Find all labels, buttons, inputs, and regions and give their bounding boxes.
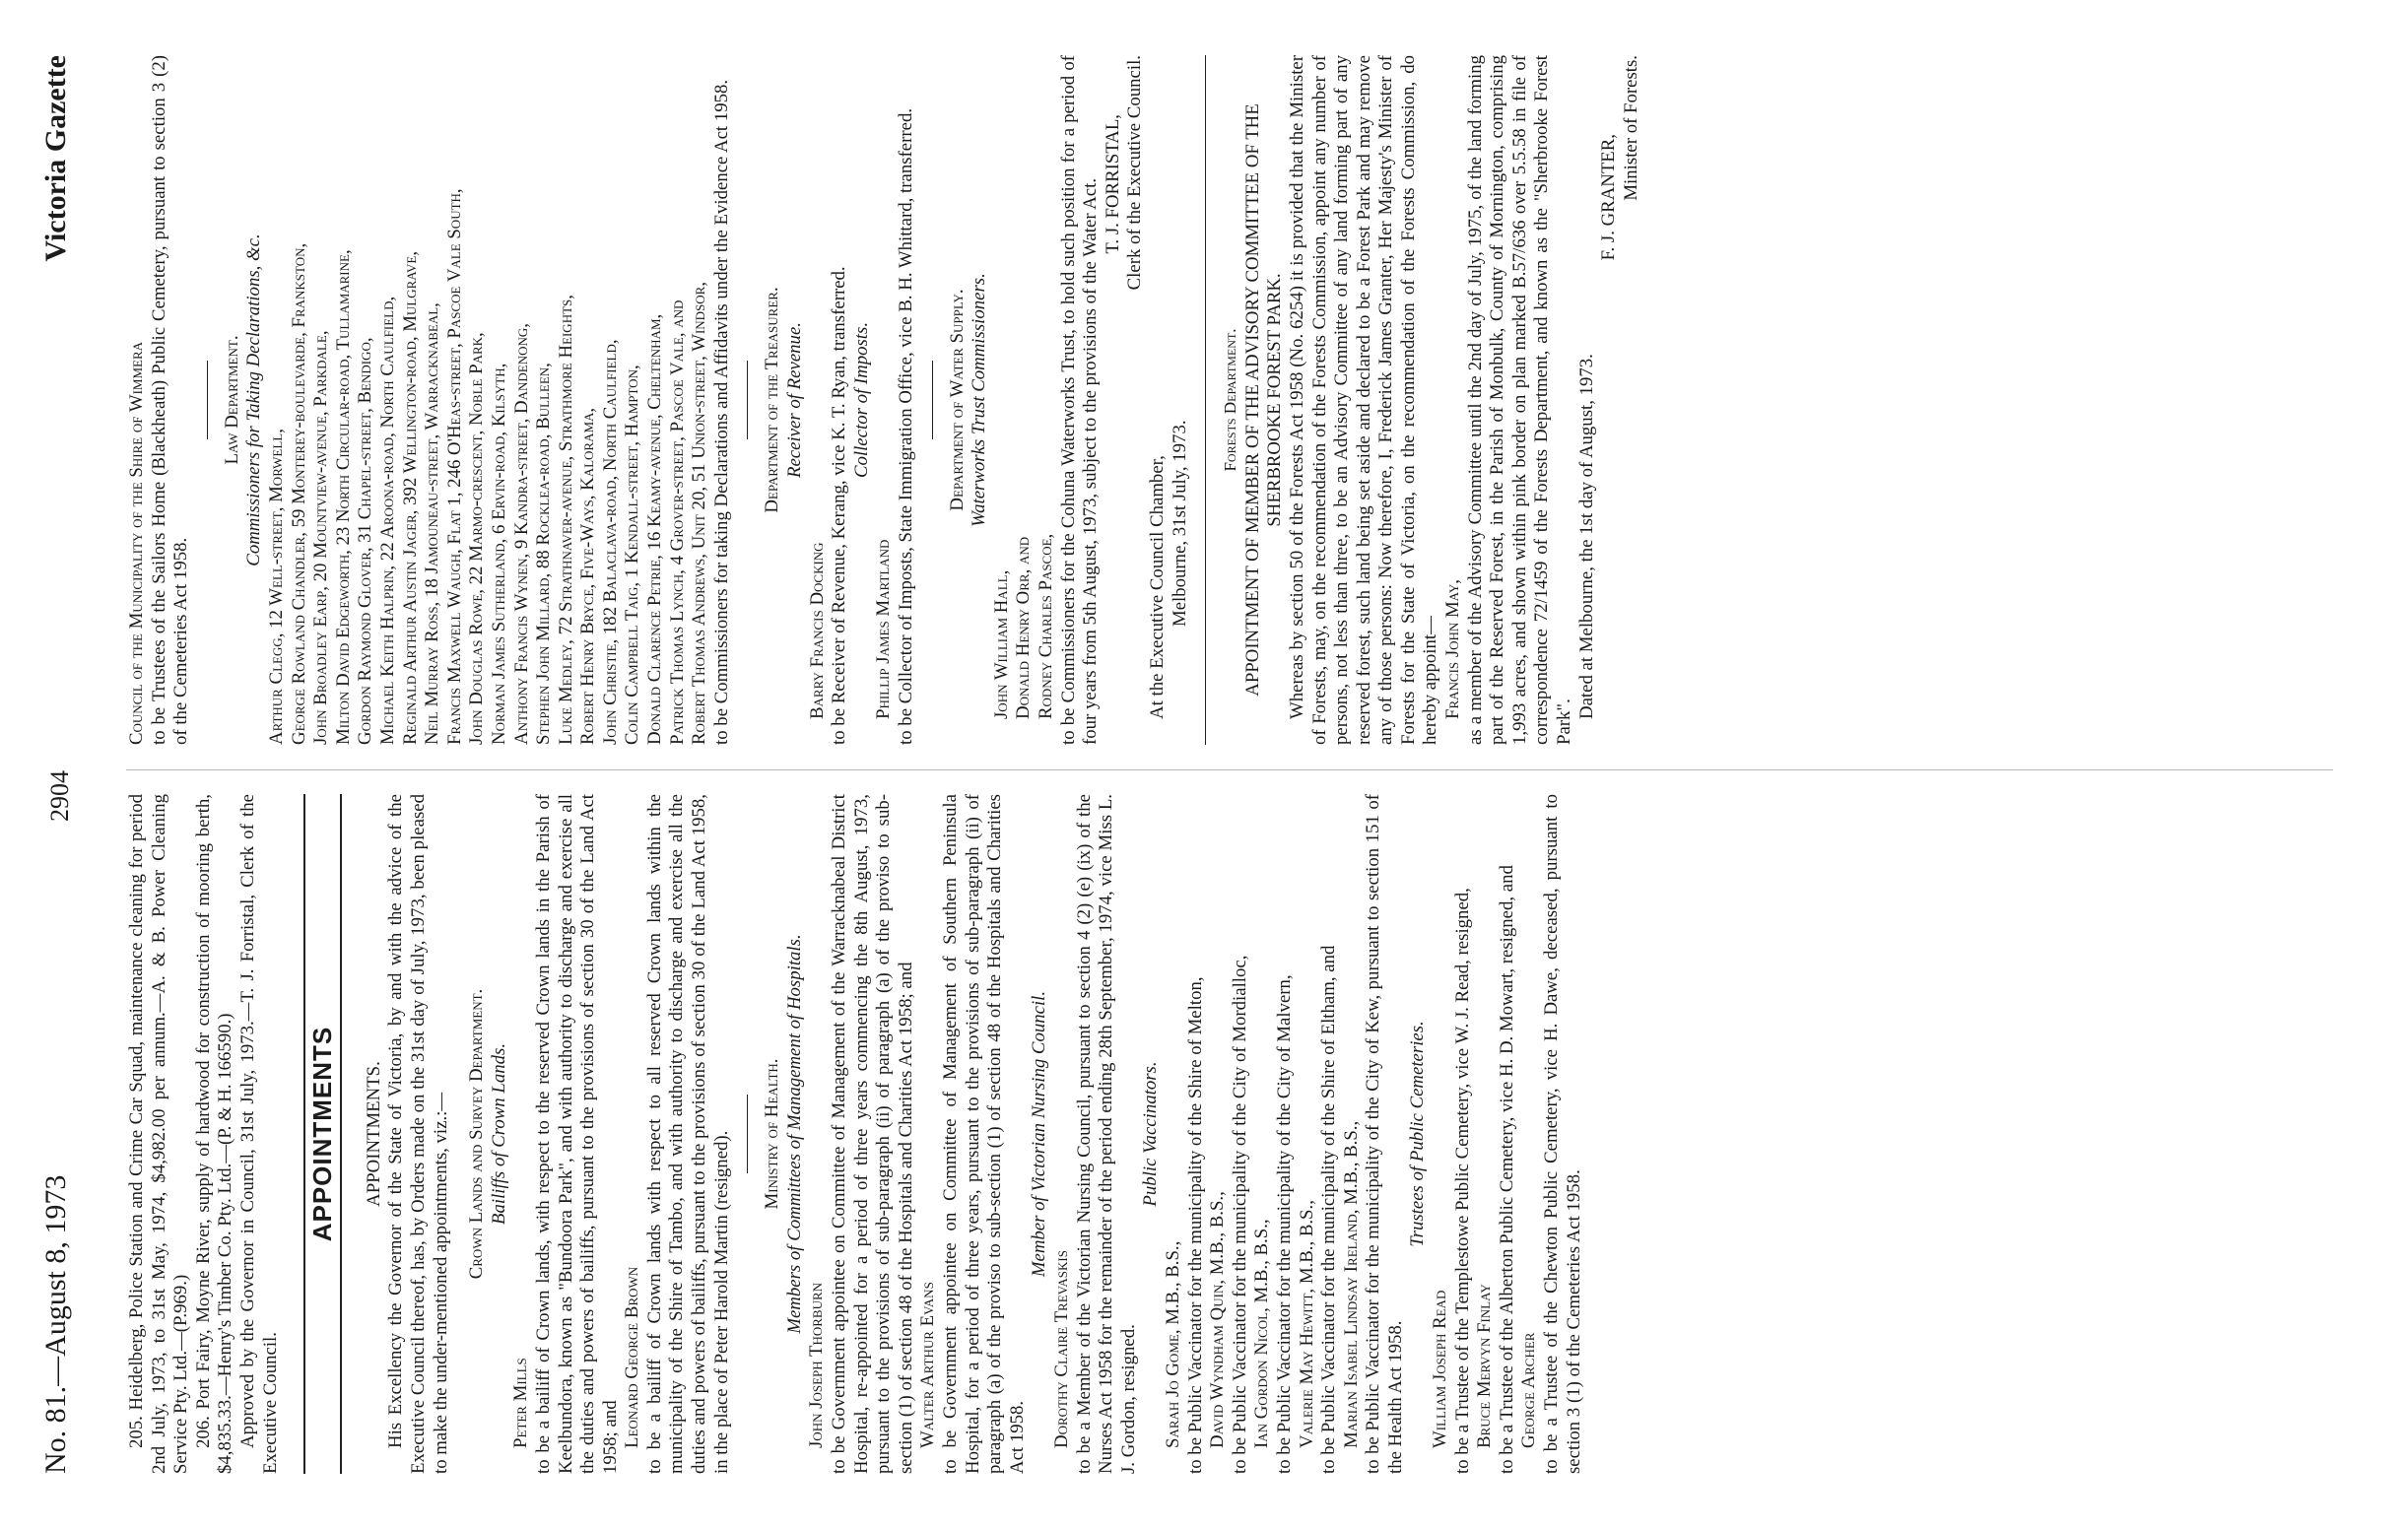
vaccinators-heading: Public Vaccinators. — [1140, 1061, 1162, 1207]
appointment-text: to be Government appointee on Committee of Management of the Warracknabeal District Hospital, re-appointed for a period of three years commencing the 8th August, 1973, pursuant to the provisions of sub-paragraph (ii) of paragraph (a) of the proviso to sub-section (1) of section 48 of the Hospitals and Charities Act 1958; and — [829, 794, 916, 1474]
list-item: Donald Clarence Petrie, 16 Keamy-avenue, Cheltenham, — [644, 313, 666, 745]
appointment-text: to be a bailiff of Crown lands with respect to all reserved Crown lands within the municipality of the Shire of Tambo, and with authority to discharge and exercise all the duties and powers of bailiffs, pursuant to the provisions of section 30 of the Land Act 1958, in the place of Peter Harold Martin (resigned). — [643, 794, 732, 1474]
appointment-text: to be Receiver of Revenue, Kerang, vice K. T. Ryan, transferred. — [829, 266, 850, 745]
appointment-text: to be a Trustee of the Templestowe Public Cemetery, vice W. J. Read, resigned, — [1451, 888, 1473, 1474]
appointee-name: George Archer — [1518, 1332, 1540, 1448]
appointee-name: Dorothy Claire Trevaskis — [1050, 1250, 1072, 1448]
appointment-text: to be a Trustee of the Chewton Public Cemetery, vice H. Dawe, deceased, pursuant to section 3 (1) of the Cemeteries Act 1958. — [1541, 794, 1584, 1474]
ministry-health-heading: Ministry of Health. — [762, 1058, 783, 1210]
section-divider — [747, 361, 748, 439]
section-divider — [932, 361, 933, 439]
appointments-banner — [303, 794, 342, 1474]
signatory-name: F. J. GRANTER, — [1598, 134, 1620, 261]
section-divider — [207, 361, 208, 439]
list-item: John William Hall, — [990, 569, 1012, 719]
appointment-text: to be a bailiff of Crown lands, with respect to the reserved Crown lands in the Parish of Keelbundora, known as "Bundoora Park", and with authority to discharge and exercise all the duties and powers of bailiffs, pursuant to the provisions of section 30 of the Land Act 1958; and — [532, 794, 621, 1474]
list-item: Gordon Raymond Glover, 31 Chapel-street, Bendigo, — [355, 337, 376, 745]
list-item: Arthur Clegg, 12 Well-street, Morwell, — [265, 429, 287, 745]
appointee-name: Francis John May, — [1442, 579, 1464, 719]
appointment-text: to be Trustees of the Sailors Home (Blackheath) Public Cemetery, pursuant to section 3 (2) of the Cemeteries Act 1958. — [148, 55, 192, 745]
appointee-name: Leonard George Brown — [622, 1266, 643, 1448]
appointment-text: to be a Trustee of the Alberton Public Cemetery, vice H. D. Mowart, resigned, and — [1496, 865, 1517, 1474]
wimmera-council: Council of the Municipality of the Shire of Wimmera — [126, 341, 147, 745]
list-item: Michael Keith Halprin, 22 Aroona-road, North Caulfield, — [376, 296, 398, 745]
approval-notice: Approved by the Governor in Council, 31st July, 1973.—T. J. Forristal, Clerk of the Executive Council. — [236, 794, 281, 1474]
list-item: John Christie, 182 Balaclava-road, North Caulfield, — [599, 339, 621, 745]
appointment-text: to be Public Vaccinator for the municipality of the City of Kew, pursuant to section 151 of the Health Act 1958. — [1363, 794, 1406, 1474]
appointee-name: Ian Gordon Nicol, M.B., B.S., — [1251, 1219, 1273, 1448]
appointee-name: Barry Francis Docking — [806, 542, 828, 719]
waterworks-heading: Waterworks Trust Commissioners. — [969, 273, 990, 527]
appointee-name: William Joseph Read — [1430, 1290, 1451, 1448]
list-item: Neil Murray Ross, 18 Jamouneau-street, Warracknabeal, — [422, 302, 443, 745]
appointment-text: to be Public Vaccinator for the municipality of the Shire of Melton, — [1184, 976, 1206, 1474]
nursing-council-heading: Member of Victorian Nursing Council. — [1029, 990, 1050, 1278]
appointee-name: Valerie May Hewitt, M.B., B.S., — [1296, 1200, 1317, 1448]
appointment-text: as a member of the Advisory Committee until the 2nd day of July, 1975, of the land forming part of the Reserved Forest, in the Parish of Monbulk, County of Mornington, comprising 1,993 acres, and shown within pink border on plan marked B.57/636 over 5.5.58 in file of correspondence 72/1459 of the Forests Department, and known as the "Sherbrooke Forest Park". — [1464, 55, 1575, 745]
appointment-text: to be Public Vaccinator for the municipality of the City of Mordialloc, — [1229, 955, 1250, 1474]
column-separator — [126, 769, 2333, 770]
appointment-text: to be Collector of Imposts, State Immigration Office, vice B. H. Whittard, transferred. — [896, 107, 916, 745]
contract-item-205: 205. Heidelberg, Police Station and Crime Car Squad, maintenance cleaning for period 2nd July, 1973, to 31st May, 1974, $4,982.00 per annum.—A. & B. Power Cleaning Service Pty. Ltd.—(P.969.) — [126, 794, 192, 1474]
page-number: 2904 — [45, 770, 74, 822]
appointment-text: to be Government appointee on Committee of Management of Southern Peninsula Hospital, for a period of three years, pursuant to the provisions of sub-paragraph (ii) of paragraph (a) of the proviso to sub-section (1) of section 48 of the Hospitals and Charities Act 1958. — [940, 794, 1028, 1474]
dated-line: Dated at Melbourne, the 1st day of August, 1973. — [1575, 354, 1597, 719]
list-item: John Douglas Rowe, 22 Marmo-crescent, Noble Park, — [466, 332, 488, 745]
signatory-name: T. J. FORRISTAL, — [1102, 114, 1123, 254]
appointment-text: to be Public Vaccinator for the municipality of the City of Malvern, — [1273, 974, 1295, 1474]
law-department-heading: Law Department. — [221, 335, 242, 465]
appointee-name: John Joseph Thorburn — [806, 1282, 828, 1448]
appointee-name: Peter Mills — [510, 1358, 532, 1448]
receiver-heading: Receiver of Revenue. — [784, 322, 806, 478]
list-item: Donald Henry Orr, and — [1013, 536, 1035, 719]
appointment-text: to be Commissioners for taking Declarations and Affidavits under the Evidence Act 1958. — [710, 79, 732, 745]
appointment-text: to be a Member of the Victorian Nursing Council, pursuant to section 4 (2) (e) (ix) of the Nurses Act 1958 for the remainder of the period ending 28th September, 1974, vice Miss L. J. Gordon, resigned. — [1073, 794, 1139, 1474]
forests-text: Whereas by section 50 of the Forests Act 1958 (No. 6254) it is provided that the Minister of Forests, may, on the recommendation of the Forests Commission, appoint any number of persons, not less than three, to be an Advisory Committee of any land forming part of any reserved forest, such land being set aside and declared to be a Forest Park and may remove any of those persons: Now therefore, I, Frederick James Granter, Her Majesty's Minister of Forests for the State of Victoria, on the recommendation of the Forests Commission, do hereby appoint— — [1286, 55, 1441, 745]
contract-item-206: 206. Port Fairy, Moyne River, supply of hardwood for construction of mooring berth, $4,835.33.—Henry's Timber Co. Pty. Ltd.—(P. & H. 166590.) — [192, 794, 236, 1474]
his-excellency-text: His Excellency the Governor of the State of Victoria, by and with the advice of the Executive Council thereof, has, by Orders made on the 31st day of July, 1973, been pleased to make the under-mentioned appointments, viz.:— — [385, 794, 451, 1474]
list-item: Stephen John Millard, 88 Rocklea-road, Bulleen, — [533, 363, 555, 745]
water-commissioners-list — [991, 55, 1058, 745]
appointee-name: Marian Isabel Lindsay Ireland, M.B., B.S., — [1340, 1120, 1362, 1448]
appointee-name: Sarah Jo Gome, M.B., B.S., — [1162, 1240, 1183, 1448]
commissioners-list — [266, 55, 711, 745]
water-supply-heading: Department of Water Supply. — [946, 289, 968, 511]
treasurer-heading: Department of the Treasurer. — [762, 287, 783, 513]
list-item: Reginald Arthur Austin Jager, 392 Wellington-road, Mulgrave, — [399, 250, 421, 745]
gazette-name: Victoria Gazette — [39, 55, 72, 262]
appointee-name: Phillip James Martland — [873, 539, 895, 719]
list-item: Anthony Francis Wynen, 9 Kandra-street, Dandenong, — [510, 323, 532, 745]
list-item: Colin Campbell Taig, 1 Kendall-street, Hampton, — [622, 365, 643, 745]
list-item: Robert Henry Bryce, Five-Ways, Kalorama, — [577, 407, 599, 745]
appointment-text: to be Public Vaccinator for the municipality of the Shire of Eltham, and — [1318, 945, 1340, 1474]
forests-title: APPOINTMENT OF MEMBER OF THE ADVISORY COMMITTEE OF THE SHERBROOKE FOREST PARK. — [1241, 103, 1286, 697]
list-item: Norman James Sutherland, 6 Ervin-road, Kilsyth, — [488, 363, 509, 745]
appointee-name: Bruce Mervyn Finlay — [1474, 1284, 1496, 1448]
council-chamber: At the Executive Council Chamber, — [1146, 455, 1168, 719]
bailiffs-heading: Bailiffs of Crown Lands. — [488, 1042, 509, 1226]
crown-lands-heading: Crown Lands and Survey Department. — [466, 988, 488, 1280]
appointments-title: APPOINTMENTS — [307, 1026, 338, 1242]
appointment-text: to be Commissioners for the Cohuna Waterworks Trust, to hold such position for a period of four years from 5th August, 1973, subject to the provisions of the Water Act. — [1057, 55, 1102, 745]
appointments-subheading: APPOINTMENTS. — [363, 1061, 384, 1207]
right-column — [126, 55, 1642, 745]
list-item: John Broadley Earp, 20 Mountview-avenue, Parkdale, — [310, 330, 332, 745]
appointee-name: Walter Arthur Evans — [917, 1282, 939, 1448]
issue-header: No. 81.—August 8, 1973 — [39, 1174, 72, 1474]
melbourne-date: Melbourne, 31st July, 1973. — [1169, 420, 1190, 627]
list-item: Francis Maxwell Waugh, Flat 1, 246 O'Heas-street, Pascoe Vale South, — [443, 188, 465, 745]
list-item: Milton David Edgeworth, 23 North Circular-road, Tullamarine, — [332, 249, 354, 745]
list-item: Patrick Thomas Lynch, 4 Grover-street, Pascoe Vale, and — [666, 299, 688, 745]
list-item: Luke Medley, 72 Strathnaver-avenue, Strathmore Heights, — [555, 295, 576, 745]
left-column — [126, 794, 1585, 1474]
signatory-title: Minister of Forests. — [1620, 55, 1641, 201]
forests-heading: Forests Department. — [1221, 328, 1240, 472]
appointee-name: David Wyndham Quin, M.B., B.S., — [1207, 1191, 1229, 1448]
section-divider — [747, 1095, 748, 1173]
signatory-title: Clerk of the Executive Council. — [1124, 55, 1146, 291]
section-divider — [1205, 55, 1206, 745]
list-item: Robert Thomas Andrews, Unit 20, 51 Union-street, Windsor, — [689, 281, 710, 745]
list-item: George Rowland Chandler, 59 Monterey-boulevarde, Frankston, — [288, 242, 309, 745]
commissioners-heading: Commissioners for Taking Declarations, &c. — [243, 233, 265, 566]
cemetery-trustees-heading: Trustees of Public Cemeteries. — [1407, 1021, 1429, 1247]
imposts-heading: Collector of Imposts. — [850, 321, 872, 479]
list-item: Rodney Charles Pascoe, — [1035, 533, 1056, 719]
hospital-committees-heading: Members of Committees of Management of Hospitals. — [783, 934, 805, 1334]
